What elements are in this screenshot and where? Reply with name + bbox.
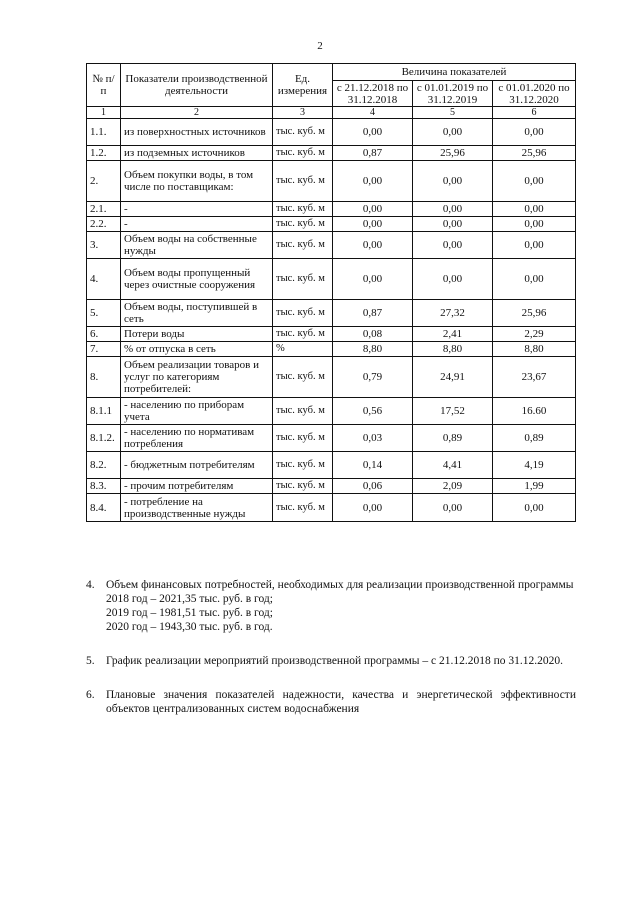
value-2019: 2,09 <box>413 479 493 494</box>
section <box>86 654 576 668</box>
indicator-name: Объем воды на собственные нужды <box>121 232 273 259</box>
value-2019: 24,91 <box>413 357 493 398</box>
value-2020: 2,29 <box>493 327 576 342</box>
value-2020: 4,19 <box>493 452 576 479</box>
indicator-name: Объем покупки воды, в том числе по поставщикам: <box>121 161 273 202</box>
value-2018: 0,00 <box>333 119 413 146</box>
row-number: 1.2. <box>87 146 121 161</box>
value-2020: 0,00 <box>493 494 576 522</box>
column-number: 1 <box>87 107 121 119</box>
unit-of-measure: тыс. куб. м <box>273 494 333 522</box>
value-2018: 0,00 <box>333 202 413 217</box>
table-row <box>87 217 576 232</box>
value-2018: 0,00 <box>333 217 413 232</box>
value-2019: 27,32 <box>413 300 493 327</box>
value-2019: 0,00 <box>413 161 493 202</box>
unit-of-measure: тыс. куб. м <box>273 146 333 161</box>
indicator-name: - населению по нормативам потребления <box>121 425 273 452</box>
value-2019: 17,52 <box>413 398 493 425</box>
value-2018: 0,00 <box>333 494 413 522</box>
value-2020: 0,89 <box>493 425 576 452</box>
section-text: Плановые значения показателей надежности, качества и энергетической эффективности объектов централизованных систем водоснабжения <box>106 689 576 715</box>
table-row <box>87 342 576 357</box>
indicator-name: Потери воды <box>121 327 273 342</box>
column-number: 2 <box>121 107 273 119</box>
value-2020: 0,00 <box>493 217 576 232</box>
indicator-name: Объем реализации товаров и услуг по категориям потребителей: <box>121 357 273 398</box>
value-2019: 8,80 <box>413 342 493 357</box>
unit-of-measure: тыс. куб. м <box>273 232 333 259</box>
row-number: 8. <box>87 357 121 398</box>
column-number: 4 <box>333 107 413 119</box>
row-number: 6. <box>87 327 121 342</box>
value-2018: 0,00 <box>333 161 413 202</box>
section-text: 2018 год – 2021,35 тыс. руб. в год; <box>106 593 273 605</box>
value-2020: 1,99 <box>493 479 576 494</box>
value-2019: 25,96 <box>413 146 493 161</box>
value-2020: 0,00 <box>493 119 576 146</box>
unit-of-measure: тыс. куб. м <box>273 479 333 494</box>
page-number: 2 <box>317 40 323 52</box>
value-2018: 0,56 <box>333 398 413 425</box>
unit-of-measure: тыс. куб. м <box>273 452 333 479</box>
value-2020: 25,96 <box>493 300 576 327</box>
value-2020: 25,96 <box>493 146 576 161</box>
table-row <box>87 202 576 217</box>
header-num: № п/п <box>87 64 121 107</box>
row-number: 2.1. <box>87 202 121 217</box>
table-row <box>87 327 576 342</box>
value-2020: 23,67 <box>493 357 576 398</box>
row-number: 8.3. <box>87 479 121 494</box>
indicators-table <box>86 63 576 522</box>
value-2018: 0,06 <box>333 479 413 494</box>
table-row <box>87 259 576 300</box>
table-row <box>87 161 576 202</box>
header-indicator: Показатели производственной деятельности <box>121 64 273 107</box>
section-number: 4. <box>86 579 95 591</box>
section-number: 6. <box>86 689 95 701</box>
column-number: 5 <box>413 107 493 119</box>
row-number: 3. <box>87 232 121 259</box>
unit-of-measure: тыс. куб. м <box>273 425 333 452</box>
row-number: 8.1.1 <box>87 398 121 425</box>
unit-of-measure: тыс. куб. м <box>273 300 333 327</box>
value-2020: 0,00 <box>493 202 576 217</box>
header-period-3: с 01.01.2020 по 31.12.2020 <box>493 81 576 107</box>
table-row <box>87 425 576 452</box>
unit-of-measure: тыс. куб. м <box>273 357 333 398</box>
table-row <box>87 452 576 479</box>
unit-of-measure: тыс. куб. м <box>273 119 333 146</box>
value-2019: 0,00 <box>413 259 493 300</box>
table-row <box>87 232 576 259</box>
header-values-group: Величина показателей <box>333 64 576 81</box>
row-number: 2.2. <box>87 217 121 232</box>
indicator-name: - бюджетным потребителям <box>121 452 273 479</box>
section <box>86 688 576 716</box>
indicator-name: Объем воды пропущенный через очистные сооружения <box>121 259 273 300</box>
section-text: 2019 год – 1981,51 тыс. руб. в год; <box>106 607 273 619</box>
table-row <box>87 357 576 398</box>
sections <box>86 578 576 736</box>
indicator-name: - прочим потребителям <box>121 479 273 494</box>
value-2018: 8,80 <box>333 342 413 357</box>
table-row <box>87 494 576 522</box>
column-number: 3 <box>273 107 333 119</box>
value-2018: 0,87 <box>333 300 413 327</box>
value-2020: 8,80 <box>493 342 576 357</box>
indicator-name: - <box>121 202 273 217</box>
row-number: 5. <box>87 300 121 327</box>
table-row <box>87 479 576 494</box>
value-2020: 0,00 <box>493 161 576 202</box>
value-2018: 0,03 <box>333 425 413 452</box>
value-2019: 0,00 <box>413 202 493 217</box>
value-2019: 0,00 <box>413 217 493 232</box>
header-period-1: с 21.12.2018 по 31.12.2018 <box>333 81 413 107</box>
indicator-name: Объем воды, поступившей в сеть <box>121 300 273 327</box>
table-row <box>87 300 576 327</box>
indicator-name: - населению по приборам учета <box>121 398 273 425</box>
value-2019: 0,00 <box>413 119 493 146</box>
value-2019: 4,41 <box>413 452 493 479</box>
unit-of-measure: тыс. куб. м <box>273 327 333 342</box>
row-number: 7. <box>87 342 121 357</box>
value-2018: 0,00 <box>333 259 413 300</box>
section-text: Объем финансовых потребностей, необходимых для реализации производственной программы <box>106 579 574 591</box>
unit-of-measure: тыс. куб. м <box>273 259 333 300</box>
value-2020: 0,00 <box>493 232 576 259</box>
indicator-name: - <box>121 217 273 232</box>
unit-of-measure: тыс. куб. м <box>273 217 333 232</box>
value-2018: 0,00 <box>333 232 413 259</box>
section-text: График реализации мероприятий производственной программы – с 21.12.2018 по 31.12.2020. <box>106 655 564 667</box>
value-2018: 0,14 <box>333 452 413 479</box>
value-2020: 16.60 <box>493 398 576 425</box>
row-number: 2. <box>87 161 121 202</box>
table-row <box>87 398 576 425</box>
indicator-name: из подземных источников <box>121 146 273 161</box>
value-2018: 0,79 <box>333 357 413 398</box>
unit-of-measure: тыс. куб. м <box>273 398 333 425</box>
column-number: 6 <box>493 107 576 119</box>
unit-of-measure: тыс. куб. м <box>273 202 333 217</box>
section-number: 5. <box>86 655 95 667</box>
value-2018: 0,87 <box>333 146 413 161</box>
header-period-2: с 01.01.2019 по 31.12.2019 <box>413 81 493 107</box>
section-text: 2020 год – 1943,30 тыс. руб. в год. <box>106 621 273 633</box>
header-unit: Ед. измерения <box>273 64 333 107</box>
indicator-name: - потребление на производственные нужды <box>121 494 273 522</box>
section <box>86 578 576 634</box>
table-row <box>87 119 576 146</box>
value-2018: 0,08 <box>333 327 413 342</box>
row-number: 1.1. <box>87 119 121 146</box>
indicator-name: % от отпуска в сеть <box>121 342 273 357</box>
row-number: 8.4. <box>87 494 121 522</box>
value-2020: 0,00 <box>493 259 576 300</box>
indicator-name: из поверхностных источников <box>121 119 273 146</box>
value-2019: 0,00 <box>413 494 493 522</box>
row-number: 4. <box>87 259 121 300</box>
unit-of-measure: тыс. куб. м <box>273 161 333 202</box>
unit-of-measure: % <box>273 342 333 357</box>
table-row <box>87 146 576 161</box>
row-number: 8.1.2. <box>87 425 121 452</box>
value-2019: 0,00 <box>413 232 493 259</box>
value-2019: 0,89 <box>413 425 493 452</box>
value-2019: 2,41 <box>413 327 493 342</box>
row-number: 8.2. <box>87 452 121 479</box>
